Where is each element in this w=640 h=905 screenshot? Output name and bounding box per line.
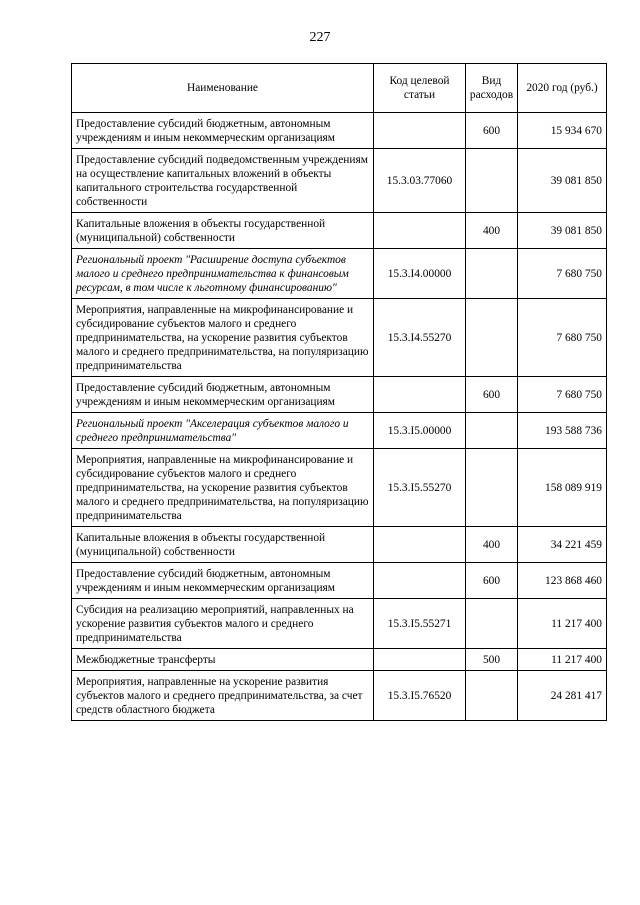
table-row (72, 149, 607, 213)
row-name-cell: Мероприятия, направленные на микрофинансирование и субсидирование субъектов малого и среднего предпринимательства, на ускорение развития субъектов малого и среднего предпринимательства, на популяризацию предпринимательства (72, 299, 374, 377)
row-name-cell: Предоставление субсидий бюджетным, автономным учреждениям и иным некоммерческим организациям (72, 563, 374, 599)
row-amount-cell: 39 081 850 (518, 149, 607, 213)
row-amount-cell: 123 868 460 (518, 563, 607, 599)
row-name-cell: Субсидия на реализацию мероприятий, направленных на ускорение развития субъектов малого и среднего предпринимательства (72, 599, 374, 649)
row-type-cell: 600 (466, 563, 518, 599)
row-amount-cell: 7 680 750 (518, 299, 607, 377)
table-row (72, 599, 607, 649)
row-code-cell: 15.3.I5.76520 (374, 671, 466, 721)
header-amount: 2020 год (руб.) (518, 64, 607, 113)
row-code-cell (374, 563, 466, 599)
row-code-cell (374, 113, 466, 149)
row-amount-cell: 39 081 850 (518, 213, 607, 249)
table-row (72, 299, 607, 377)
table-body (72, 113, 607, 721)
row-type-cell (466, 413, 518, 449)
row-amount-cell: 24 281 417 (518, 671, 607, 721)
row-type-cell (466, 671, 518, 721)
row-type-cell: 500 (466, 649, 518, 671)
table-row (72, 649, 607, 671)
row-type-cell (466, 249, 518, 299)
table-row (72, 213, 607, 249)
row-code-cell (374, 649, 466, 671)
row-amount-cell: 158 089 919 (518, 449, 607, 527)
row-amount-cell: 11 217 400 (518, 599, 607, 649)
row-type-cell: 600 (466, 377, 518, 413)
row-code-cell (374, 213, 466, 249)
row-code-cell (374, 377, 466, 413)
table-row (72, 113, 607, 149)
row-amount-cell: 11 217 400 (518, 649, 607, 671)
row-name-cell: Предоставление субсидий подведомственным учреждениям на осуществление капитальных вложений в объекты капитального строительства государственной собственности (72, 149, 374, 213)
row-type-cell (466, 599, 518, 649)
header-name: Наименование (72, 64, 374, 113)
row-name-cell: Предоставление субсидий бюджетным, автономным учреждениям и иным некоммерческим организациям (72, 113, 374, 149)
row-amount-cell: 193 588 736 (518, 413, 607, 449)
row-type-cell (466, 299, 518, 377)
row-code-cell (374, 527, 466, 563)
row-amount-cell: 34 221 459 (518, 527, 607, 563)
row-amount-cell: 15 934 670 (518, 113, 607, 149)
row-code-cell: 15.3.I5.00000 (374, 413, 466, 449)
table-row (72, 377, 607, 413)
row-name-cell: Межбюджетные трансферты (72, 649, 374, 671)
row-type-cell (466, 449, 518, 527)
table-row (72, 249, 607, 299)
row-code-cell: 15.3.03.77060 (374, 149, 466, 213)
row-type-cell: 400 (466, 213, 518, 249)
row-code-cell: 15.3.I4.00000 (374, 249, 466, 299)
row-code-cell: 15.3.I4.55270 (374, 299, 466, 377)
row-name-cell: Капитальные вложения в объекты государственной (муниципальной) собственности (72, 213, 374, 249)
row-amount-cell: 7 680 750 (518, 377, 607, 413)
table-row (72, 527, 607, 563)
table-row (72, 413, 607, 449)
table-row (72, 449, 607, 527)
row-name-cell: Региональный проект "Акселерация субъектов малого и среднего предпринимательства" (72, 413, 374, 449)
table-row (72, 671, 607, 721)
row-code-cell: 15.3.I5.55271 (374, 599, 466, 649)
row-name-cell: Региональный проект "Расширение доступа субъектов малого и среднего предпринимательства к финансовым ресурсам, в том числе к льготному финансированию" (72, 249, 374, 299)
row-name-cell: Мероприятия, направленные на ускорение развития субъектов малого и среднего предпринимательства, за счет средств областного бюджета (72, 671, 374, 721)
header-type: Вид расходов (466, 64, 518, 113)
row-code-cell: 15.3.I5.55270 (374, 449, 466, 527)
row-type-cell: 600 (466, 113, 518, 149)
row-name-cell: Предоставление субсидий бюджетным, автономным учреждениям и иным некоммерческим организациям (72, 377, 374, 413)
row-amount-cell: 7 680 750 (518, 249, 607, 299)
row-name-cell: Капитальные вложения в объекты государственной (муниципальной) собственности (72, 527, 374, 563)
row-name-cell: Мероприятия, направленные на микрофинансирование и субсидирование субъектов малого и среднего предпринимательства, на ускорение развития субъектов малого и среднего предпринимательства, на популяризацию предпринимательства (72, 449, 374, 527)
row-type-cell (466, 149, 518, 213)
row-type-cell: 400 (466, 527, 518, 563)
budget-table (71, 63, 607, 721)
table-header-row (72, 64, 607, 113)
table-row (72, 563, 607, 599)
page-number: 227 (309, 30, 331, 45)
header-code: Код целевой статьи (374, 64, 466, 113)
